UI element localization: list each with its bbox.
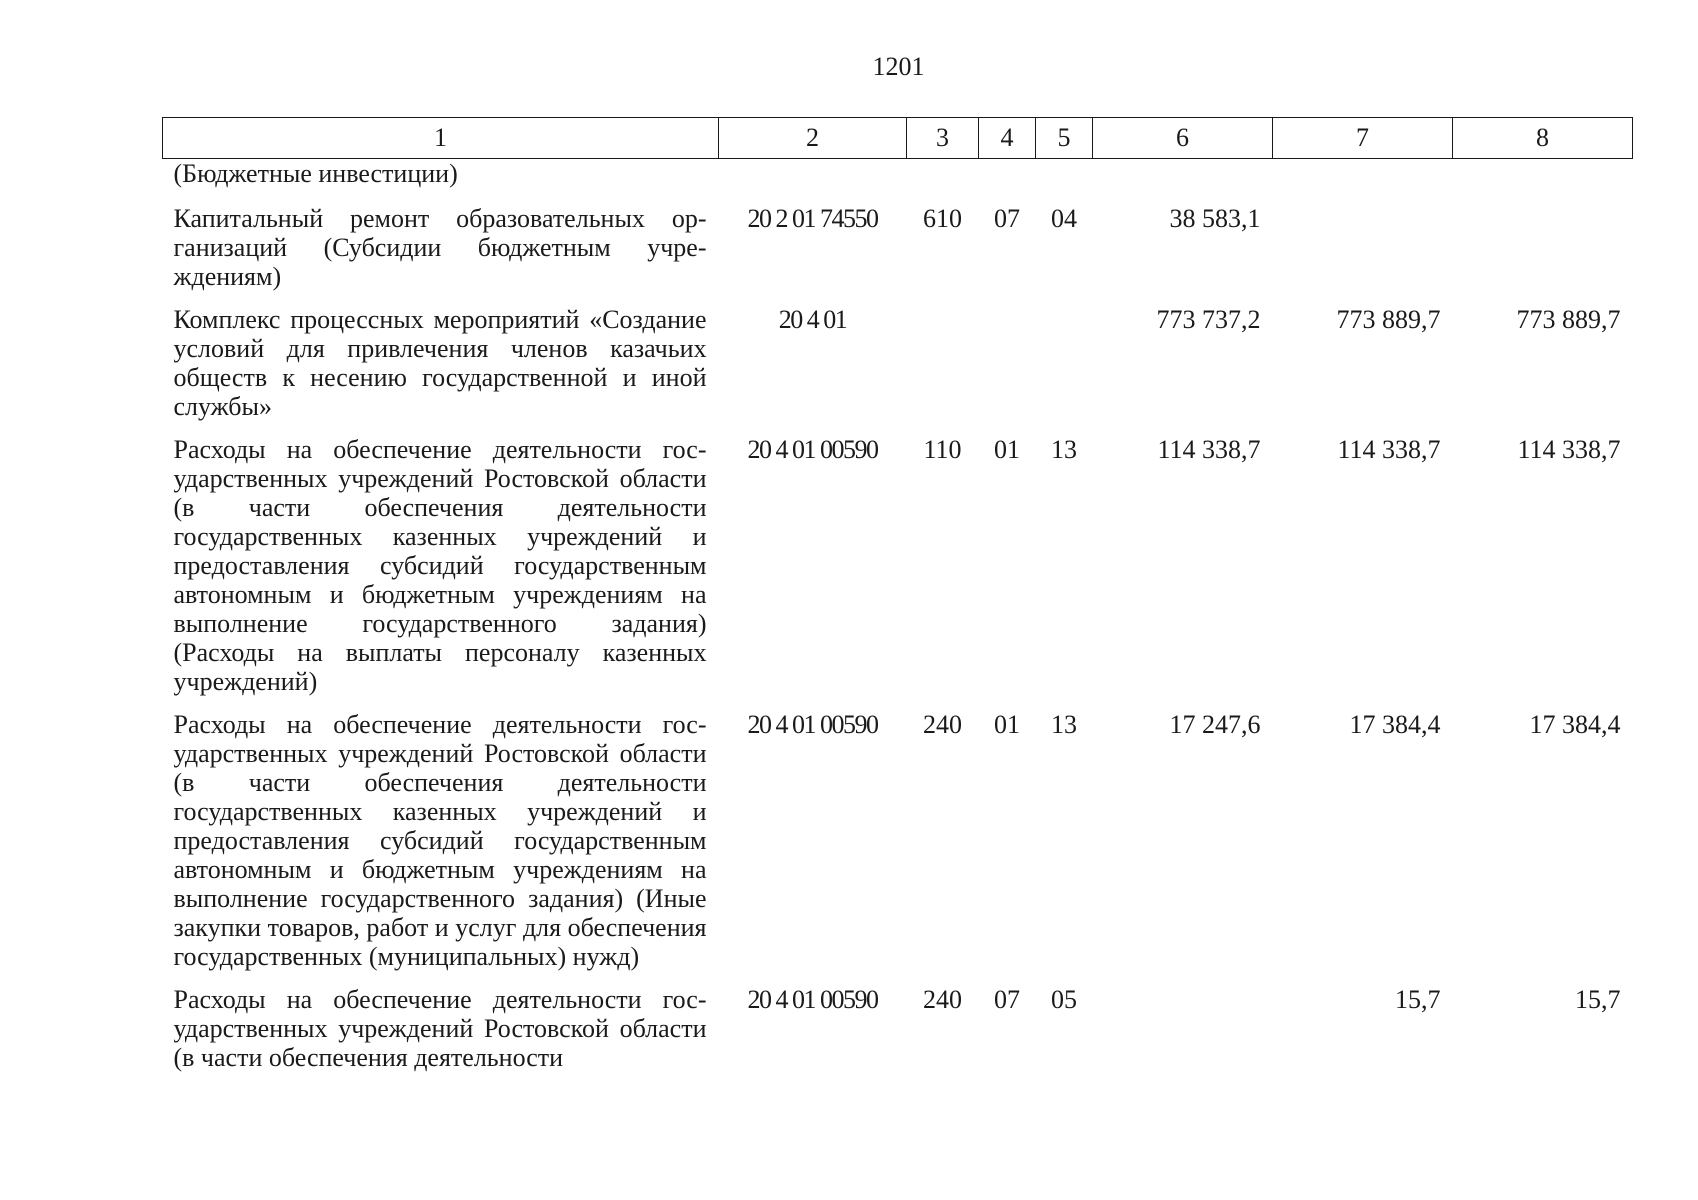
row-value-6: 17 247,6 — [1169, 710, 1261, 739]
header-col-4: 4 — [979, 118, 1036, 159]
row-value-7: 773 889,7 — [1336, 305, 1441, 334]
row-expense-type: 110 — [923, 435, 962, 464]
row-section: 07 — [994, 985, 1020, 1014]
row-code: 20 4 01 — [778, 305, 847, 334]
table-row — [163, 159, 1633, 205]
row-name: Расходы на обеспечение деятельности государственных учреждений Ростовской области (в части обеспечения деятельности — [173, 985, 707, 1072]
table-body — [163, 159, 1633, 1073]
row-value-7: 17 384,4 — [1349, 710, 1441, 739]
row-code: 20 2 01 74550 — [747, 204, 878, 233]
header-col-3: 3 — [907, 118, 979, 159]
row-value-8 — [1453, 159, 1633, 205]
row-subsection — [1036, 159, 1093, 205]
row-subsection: 13 — [1051, 435, 1077, 464]
row-value-6 — [1093, 985, 1273, 1072]
row-name: Капитальный ремонт образовательных организаций (Субсидии бюджетным учреждениям) — [173, 204, 707, 291]
row-value-7 — [1273, 159, 1453, 205]
header-row — [163, 118, 1633, 159]
row-value-6: 38 583,1 — [1169, 204, 1261, 233]
header-col-1: 1 — [163, 118, 719, 159]
row-value-6: 114 338,7 — [1157, 435, 1261, 464]
budget-table-container — [162, 117, 1632, 1072]
table-row — [163, 305, 1633, 435]
budget-table — [162, 117, 1633, 1072]
table-row — [163, 204, 1633, 305]
row-name: Расходы на обеспечение деятельности государственных учреждений Ростовской области (в части обеспечения деятельности государственных казенных учреждений и предоставления субсидий государственным автономным и бюджетным учреждениям на выполнение государственного задания) (Расходы на выплаты персоналу казенных учреждений) — [173, 435, 707, 696]
row-subsection: 05 — [1051, 985, 1077, 1014]
header-col-7: 7 — [1273, 118, 1453, 159]
table-header — [163, 118, 1633, 159]
row-section: 01 — [994, 710, 1020, 739]
row-value-8: 17 384,4 — [1529, 710, 1621, 739]
table-row — [163, 985, 1633, 1072]
row-subsection: 04 — [1051, 204, 1077, 233]
row-value-8: 773 889,7 — [1516, 305, 1621, 334]
page-number: 1201 — [872, 52, 925, 81]
row-value-8: 15,7 — [1575, 985, 1621, 1014]
table-row — [163, 435, 1633, 710]
row-expense-type: 240 — [923, 710, 962, 739]
header-col-2: 2 — [719, 118, 907, 159]
row-code: 20 4 01 00590 — [747, 985, 878, 1014]
row-value-7 — [1273, 204, 1453, 305]
row-subsection: 13 — [1051, 710, 1077, 739]
row-code: 20 4 01 00590 — [747, 710, 878, 739]
row-value-6 — [1093, 159, 1273, 205]
row-section: 01 — [994, 435, 1020, 464]
row-code — [719, 159, 907, 205]
row-value-8: 114 338,7 — [1517, 435, 1621, 464]
header-col-6: 6 — [1093, 118, 1273, 159]
row-value-7: 15,7 — [1395, 985, 1441, 1014]
header-col-5: 5 — [1036, 118, 1093, 159]
row-code: 20 4 01 00590 — [747, 435, 878, 464]
row-name: Расходы на обеспечение деятельности государственных учреждений Ростовской области (в части обеспечения деятельности государственных казенных учреждений и предоставления субсидий государственным автономным и бюджетным учреждениям на выполнение государственного задания) (Иные закупки товаров, работ и услуг для обеспечения государственных (муниципальных) нужд) — [173, 710, 707, 971]
row-section: 07 — [994, 204, 1020, 233]
row-expense-type — [907, 159, 979, 205]
row-section — [979, 159, 1036, 205]
row-expense-type — [907, 305, 979, 435]
row-value-7: 114 338,7 — [1337, 435, 1441, 464]
header-col-8: 8 — [1453, 118, 1633, 159]
row-subsection — [1036, 305, 1093, 435]
row-expense-type: 240 — [923, 985, 962, 1014]
row-name: Комплекс процессных мероприятий «Создание условий для привлечения членов казачьих обществ к несению государственной и иной службы» — [173, 305, 707, 421]
row-name: (Бюджетные инвестиции) — [173, 159, 458, 188]
row-expense-type: 610 — [923, 204, 962, 233]
row-value-8 — [1453, 204, 1633, 305]
row-section — [979, 305, 1036, 435]
row-value-6: 773 737,2 — [1156, 305, 1261, 334]
table-row — [163, 710, 1633, 985]
